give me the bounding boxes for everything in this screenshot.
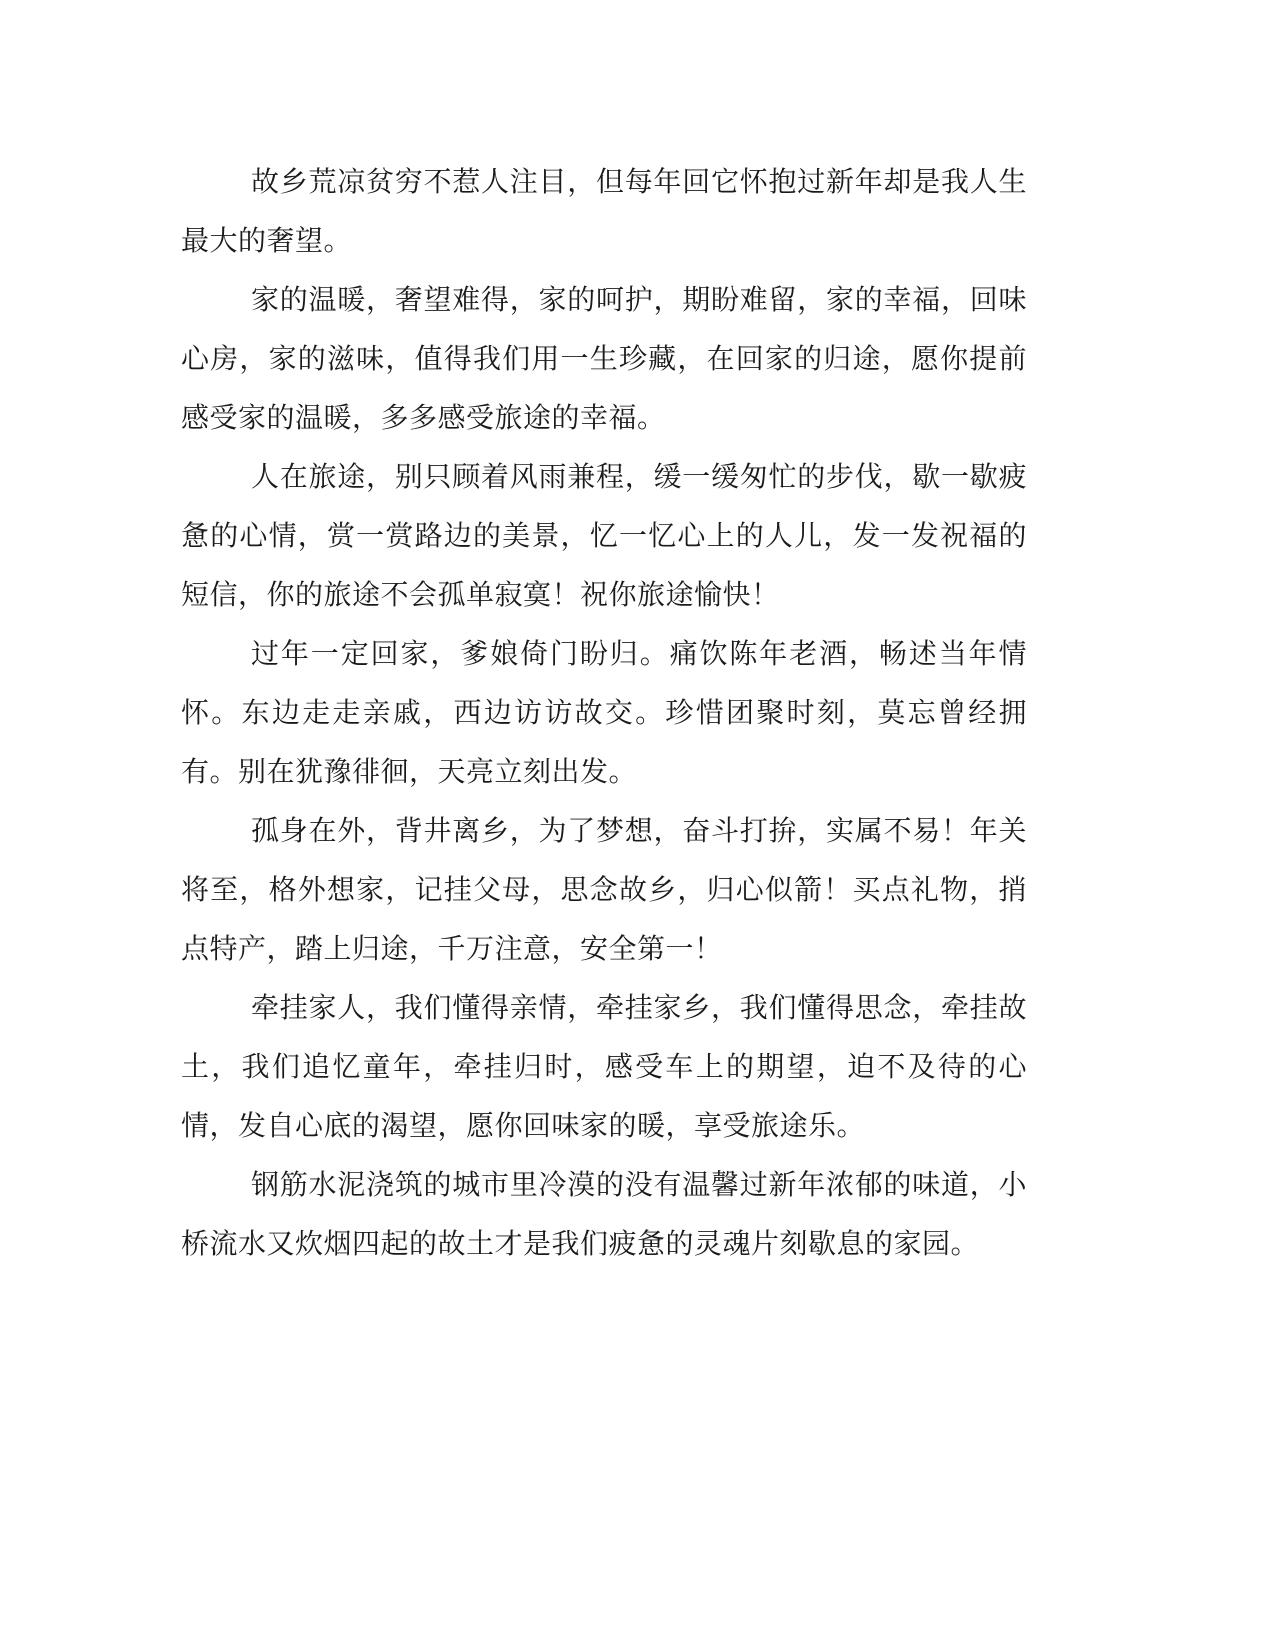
paragraph-6: 牵挂家人，我们懂得亲情，牵挂家乡，我们懂得思念，牵挂故土，我们追忆童年，牵挂归时，感受车上的期望，迫不及待的心情，发自心底的渴望，愿你回味家的暖，享受旅途乐。	[181, 991, 1027, 1142]
paragraph-4: 过年一定回家，爹娘倚门盼归。痛饮陈年老酒，畅述当年情怀。东边走走亲戚，西边访访故交。珍惜团聚时刻，莫忘曾经拥有。别在犹豫徘徊，天亮立刻出发。	[181, 637, 1027, 788]
paragraph-7: 钢筋水泥浇筑的城市里冷漠的没有温馨过新年浓郁的味道，小桥流水又炊烟四起的故土才是我们疲惫的灵魂片刻歇息的家园。	[181, 1168, 1027, 1260]
paragraph-5: 孤身在外，背井离乡，为了梦想，奋斗打拚，实属不易！年关将至，格外想家，记挂父母，思念故乡，归心似箭！买点礼物，捎点特产，踏上归途，千万注意，安全第一！	[181, 814, 1027, 965]
paragraph-3: 人在旅途，别只顾着风雨兼程，缓一缓匆忙的步伐，歇一歇疲惫的心情，赏一赏路边的美景，忆一忆心上的人儿，发一发祝福的短信，你的旅途不会孤单寂寞！祝你旅途愉快！	[181, 460, 1027, 611]
paragraph-2: 家的温暖，奢望难得，家的呵护，期盼难留，家的幸福，回味心房，家的滋味，值得我们用一生珍藏，在回家的归途，愿你提前感受家的温暖，多多感受旅途的幸福。	[181, 283, 1027, 434]
document-body	[181, 152, 1027, 1273]
paragraph-1: 故乡荒凉贫穷不惹人注目，但每年回它怀抱过新年却是我人生最大的奢望。	[181, 165, 1027, 257]
